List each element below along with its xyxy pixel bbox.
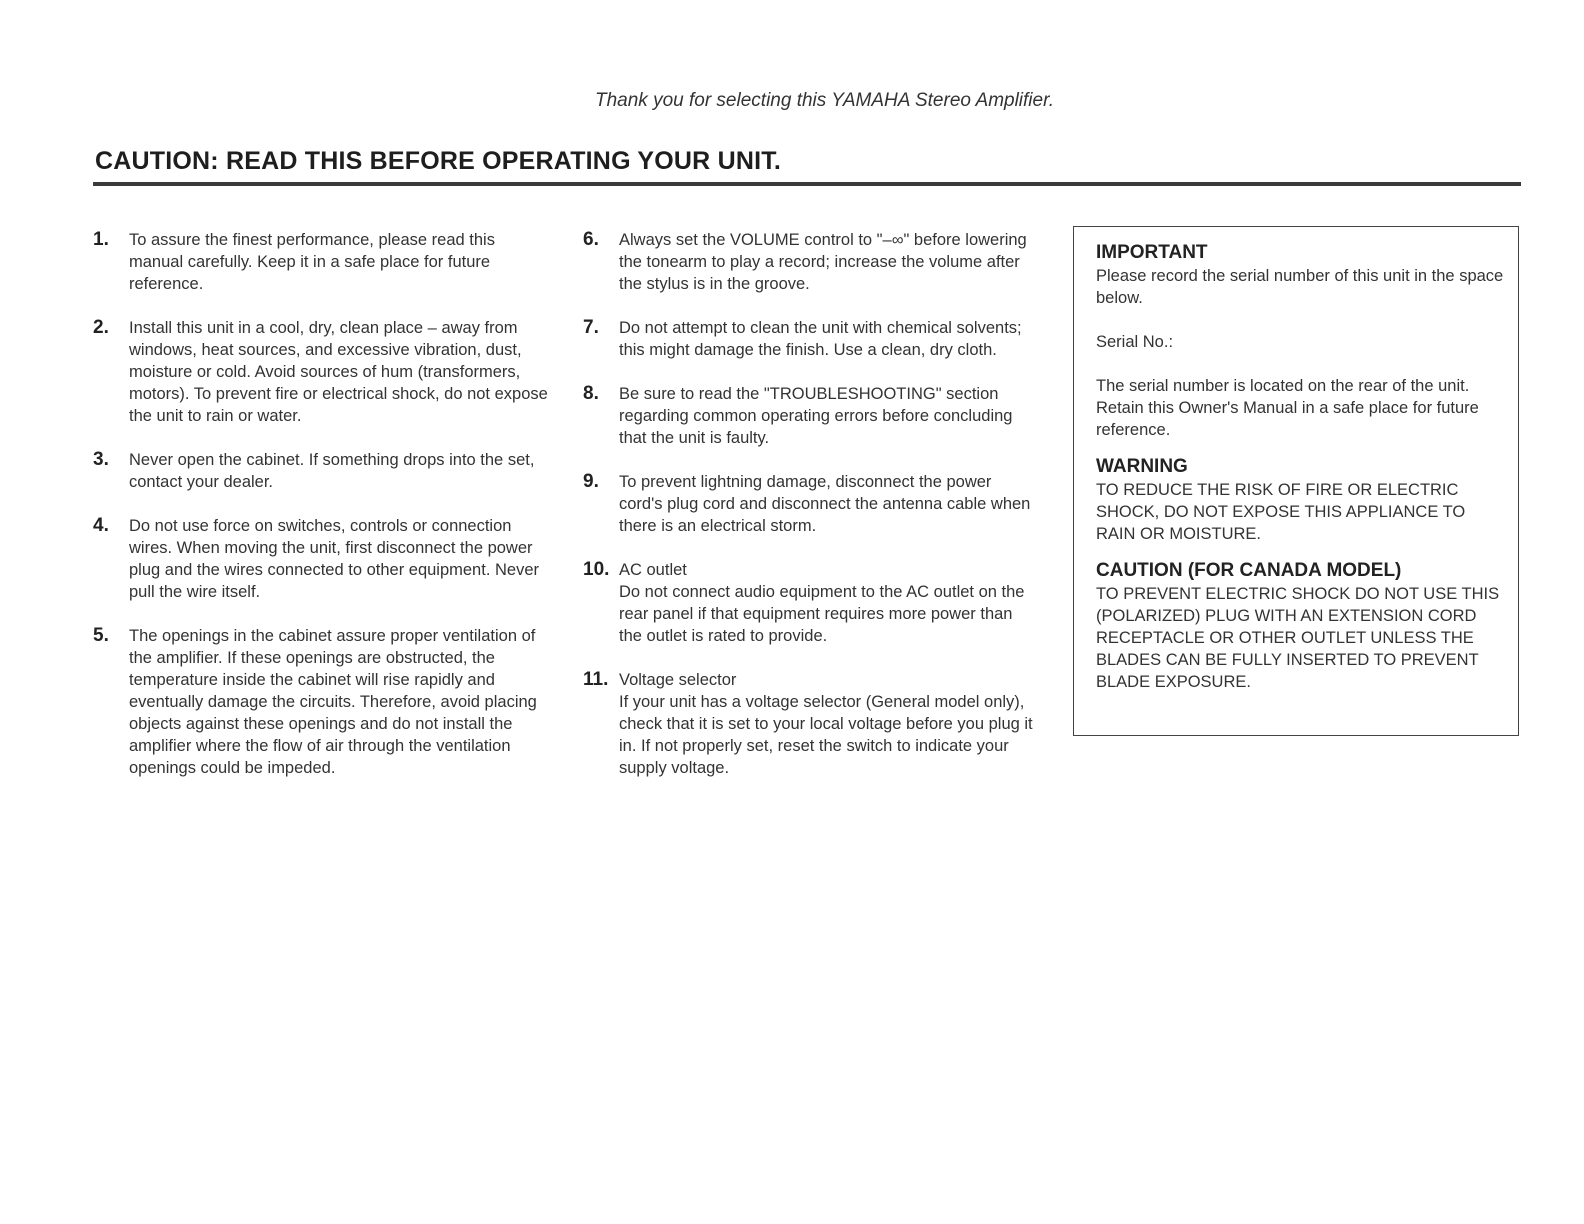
left-column — [93, 229, 553, 801]
item-number: 8. — [583, 383, 599, 404]
list-item — [93, 449, 553, 493]
item-text: Never open the cabinet. If something drops into the set, contact your dealer. — [129, 451, 535, 491]
item-number: 2. — [93, 317, 109, 338]
list-item — [583, 669, 1038, 779]
item-text: To assure the finest performance, please read this manual carefully. Keep it in a safe place for future reference. — [129, 231, 495, 293]
item-text: Do not use force on switches, controls or connection wires. When moving the unit, first disconnect the power plug and the wires connected to other equipment. Never pull the wire itself. — [129, 517, 540, 601]
list-item — [583, 383, 1038, 449]
retain-text: Retain this Owner's Manual in a safe place for future reference. — [1096, 399, 1479, 439]
item-number: 10. — [583, 559, 610, 580]
title-divider — [93, 182, 1521, 186]
warning-text: TO REDUCE THE RISK OF FIRE OR ELECTRIC SHOCK, DO NOT EXPOSE THIS APPLIANCE TO RAIN OR MOISTURE. — [1096, 481, 1466, 543]
important-heading: IMPORTANT — [1096, 242, 1208, 263]
item-text: To prevent lightning damage, disconnect the power cord's plug cord and disconnect the antenna cable when there is an electrical storm. — [619, 473, 1031, 535]
item-text: Do not attempt to clean the unit with chemical solvents; this might damage the finish. Use a clean, dry cloth. — [619, 319, 1022, 359]
serial-label: Serial No.: — [1096, 333, 1174, 351]
item-text: Be sure to read the "TROUBLESHOOTING" section regarding common operating errors before concluding that the unit is faulty. — [619, 385, 1013, 447]
page-title: CAUTION: READ THIS BEFORE OPERATING YOUR UNIT. — [95, 147, 782, 175]
item-number: 11. — [583, 669, 609, 690]
item-number: 1. — [93, 229, 109, 250]
list-item — [583, 317, 1038, 361]
notice-box — [1073, 226, 1519, 736]
canada-caution-text: TO PREVENT ELECTRIC SHOCK DO NOT USE THIS (POLARIZED) PLUG WITH AN EXTENSION CORD RECEPTACLE OR OTHER OUTLET UNLESS THE BLADES CAN BE FULLY INSERTED TO PREVENT BLADE EXPOSURE. — [1096, 585, 1500, 691]
list-item — [93, 229, 553, 295]
item-number: 5. — [93, 625, 109, 646]
item-heading: AC outlet — [619, 561, 687, 579]
item-text: If your unit has a voltage selector (General model only), check that it is set to your local voltage before you plug it in. If not properly set, reset the switch to indicate your supply voltage. — [619, 693, 1033, 777]
list-item — [93, 317, 553, 427]
item-text: Do not connect audio equipment to the AC outlet on the rear panel if that equipment requires more power than the outlet is rated to provide. — [619, 583, 1025, 645]
list-item — [583, 229, 1038, 295]
item-number: 6. — [583, 229, 599, 250]
item-text: Install this unit in a cool, dry, clean place – away from windows, heat sources, and excessive vibration, dust, moisture or cold. Avoid sources of hum (transformers, motors). To prevent fire or electrical shock, do not expose the unit to rain or water. — [129, 319, 548, 425]
serial-location-text: The serial number is located on the rear of the unit. — [1096, 377, 1470, 395]
item-number: 9. — [583, 471, 599, 492]
canada-caution-heading: CAUTION (FOR CANADA MODEL) — [1096, 560, 1402, 581]
item-text: The openings in the cabinet assure proper ventilation of the amplifier. If these openings are obstructed, the temperature inside the cabinet will rise rapidly and eventually damage the circuits. Therefore, avoid placing objects against these openings and do not install the amplifier where the flow of air through the ventilation openings could be impeded. — [129, 627, 537, 777]
warning-heading: WARNING — [1096, 456, 1188, 477]
item-text: Always set the VOLUME control to "–∞" before lowering the tonearm to play a record; increase the volume after the stylus is in the groove. — [619, 231, 1027, 293]
list-item — [583, 559, 1038, 647]
item-number: 4. — [93, 515, 109, 536]
important-text: Please record the serial number of this unit in the space below. — [1096, 267, 1504, 307]
item-heading: Voltage selector — [619, 671, 737, 689]
list-item — [583, 471, 1038, 537]
list-item — [93, 515, 553, 603]
item-number: 7. — [583, 317, 599, 338]
middle-column — [583, 229, 1038, 801]
list-item — [93, 625, 553, 779]
item-number: 3. — [93, 449, 109, 470]
thank-you-line: Thank you for selecting this YAMAHA Stereo Amplifier. — [594, 90, 1054, 111]
